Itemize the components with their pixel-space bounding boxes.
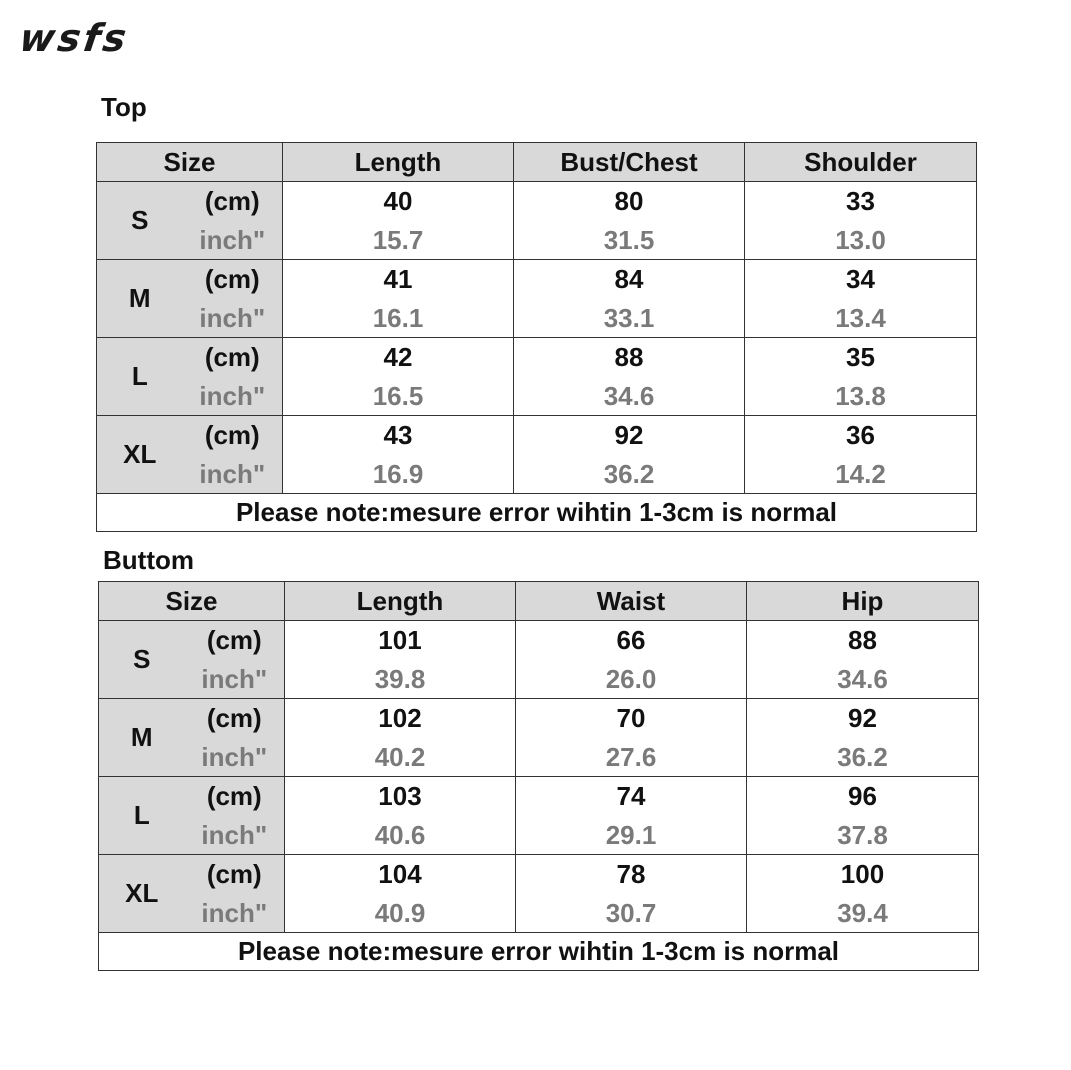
length-cell	[283, 338, 514, 416]
header-length: Length	[285, 582, 516, 621]
unit-cm-label: (cm)	[204, 186, 260, 216]
inch-value: 39.4	[837, 898, 888, 928]
cm-value: 88	[848, 625, 877, 655]
inch-value: 15.7	[372, 225, 424, 255]
cm-value: 92	[848, 703, 877, 733]
cm-value: 100	[840, 859, 885, 889]
size-label: M	[128, 283, 151, 313]
waist-cell	[516, 621, 747, 699]
inch-value: 29.1	[605, 820, 657, 850]
header-shoulder: Shoulder	[745, 143, 977, 182]
cm-value: 78	[616, 859, 646, 889]
size-label: L	[133, 800, 150, 830]
inch-value: 37.8	[837, 820, 888, 850]
cm-value: 104	[378, 859, 422, 889]
header-length: Length	[283, 143, 514, 182]
inch-value: 34.6	[837, 664, 888, 694]
unit-inch-label: inch"	[201, 898, 268, 928]
cm-value: 66	[616, 625, 646, 655]
cm-value: 35	[846, 342, 875, 372]
hip-cell	[747, 699, 979, 777]
inch-value: 16.9	[372, 459, 424, 489]
table-row	[99, 621, 979, 699]
header-hip: Hip	[747, 582, 979, 621]
length-cell	[285, 777, 516, 855]
header-bust-chest: Bust/Chest	[514, 143, 745, 182]
cm-value: 96	[848, 781, 877, 811]
size-cell	[99, 777, 285, 855]
cm-value: 92	[614, 420, 644, 450]
shoulder-cell	[745, 260, 977, 338]
length-cell	[285, 699, 516, 777]
length-cell	[285, 621, 516, 699]
waist-cell	[516, 855, 747, 933]
cm-value: 102	[378, 703, 422, 733]
unit-inch-label: inch"	[201, 664, 268, 694]
measurement-note: Please note:mesure error wihtin 1-3cm is normal	[99, 933, 979, 971]
table-row	[97, 416, 977, 494]
bottom-size-table	[98, 581, 979, 971]
size-cell	[99, 855, 285, 933]
size-cell	[97, 338, 283, 416]
inch-value: 16.1	[372, 303, 424, 333]
cm-value: 70	[616, 703, 646, 733]
unit-cm-label: (cm)	[204, 264, 260, 294]
size-cell	[97, 182, 283, 260]
size-cell	[99, 621, 285, 699]
size-label: XL	[125, 878, 159, 908]
length-cell	[283, 182, 514, 260]
top-size-table	[96, 142, 977, 532]
unit-cm-label: (cm)	[206, 781, 262, 811]
shoulder-cell	[745, 338, 977, 416]
unit-inch-label: inch"	[201, 820, 268, 850]
inch-value: 14.2	[835, 459, 886, 489]
size-label: S	[131, 205, 149, 235]
cm-value: 34	[846, 264, 875, 294]
cm-value: 33	[846, 186, 875, 216]
inch-value: 33.1	[603, 303, 655, 333]
cm-value: 36	[846, 420, 875, 450]
cm-value: 103	[378, 781, 422, 811]
bottom-header-row	[99, 582, 979, 621]
unit-inch-label: inch"	[201, 742, 268, 772]
shoulder-cell	[745, 416, 977, 494]
inch-value: 31.5	[603, 225, 655, 255]
bottom-note-row	[99, 933, 979, 971]
size-label: XL	[123, 439, 157, 469]
table-row	[97, 182, 977, 260]
waist-cell	[516, 699, 747, 777]
cm-value: 74	[616, 781, 646, 811]
cm-value: 40	[383, 186, 413, 216]
inch-value: 27.6	[605, 742, 657, 772]
inch-value: 26.0	[605, 664, 657, 694]
waist-cell	[516, 777, 747, 855]
size-label: M	[130, 722, 153, 752]
cm-value: 88	[614, 342, 644, 372]
cm-value: 84	[614, 264, 644, 294]
measurement-note: Please note:mesure error wihtin 1-3cm is normal	[97, 494, 977, 532]
unit-cm-label: (cm)	[206, 859, 262, 889]
inch-value: 36.2	[603, 459, 655, 489]
hip-cell	[747, 621, 979, 699]
inch-value: 39.8	[374, 664, 426, 694]
top-header-row	[97, 143, 977, 182]
length-cell	[285, 855, 516, 933]
cm-value: 43	[383, 420, 413, 450]
length-cell	[283, 260, 514, 338]
table-row	[99, 699, 979, 777]
size-label: S	[133, 644, 151, 674]
size-cell	[99, 699, 285, 777]
hip-cell	[747, 855, 979, 933]
length-cell	[283, 416, 514, 494]
unit-inch-label: inch"	[199, 225, 266, 255]
bust-cell	[514, 260, 745, 338]
inch-value: 40.2	[374, 742, 426, 772]
table-row	[97, 260, 977, 338]
size-label: L	[131, 361, 148, 391]
unit-cm-label: (cm)	[206, 703, 262, 733]
unit-cm-label: (cm)	[204, 342, 260, 372]
bust-cell	[514, 182, 745, 260]
bottom-section-title: Buttom	[103, 545, 194, 575]
cm-value: 101	[378, 625, 422, 655]
shoulder-cell	[745, 182, 977, 260]
cm-value: 42	[383, 342, 413, 372]
brand-logo: wsfs	[16, 16, 132, 60]
top-section-title: Top	[101, 92, 147, 122]
header-waist: Waist	[516, 582, 747, 621]
header-size: Size	[97, 143, 283, 182]
unit-cm-label: (cm)	[206, 625, 262, 655]
size-cell	[97, 260, 283, 338]
bust-cell	[514, 338, 745, 416]
inch-value: 13.4	[835, 303, 886, 333]
cm-value: 41	[383, 264, 413, 294]
inch-value: 13.0	[835, 225, 886, 255]
bust-cell	[514, 416, 745, 494]
table-row	[99, 777, 979, 855]
unit-cm-label: (cm)	[204, 420, 260, 450]
hip-cell	[747, 777, 979, 855]
table-row	[97, 338, 977, 416]
top-note-row	[97, 494, 977, 532]
header-size: Size	[99, 582, 285, 621]
cm-value: 80	[614, 186, 644, 216]
table-row	[99, 855, 979, 933]
unit-inch-label: inch"	[199, 459, 266, 489]
inch-value: 40.9	[374, 898, 426, 928]
inch-value: 16.5	[372, 381, 424, 411]
unit-inch-label: inch"	[199, 381, 266, 411]
size-cell	[97, 416, 283, 494]
unit-inch-label: inch"	[199, 303, 266, 333]
inch-value: 40.6	[374, 820, 426, 850]
inch-value: 36.2	[837, 742, 888, 772]
inch-value: 13.8	[835, 381, 886, 411]
inch-value: 30.7	[605, 898, 657, 928]
inch-value: 34.6	[603, 381, 655, 411]
